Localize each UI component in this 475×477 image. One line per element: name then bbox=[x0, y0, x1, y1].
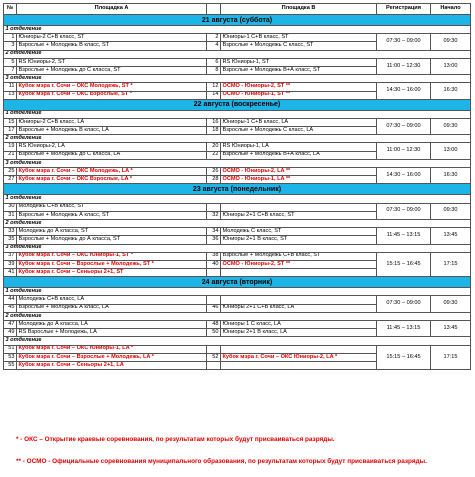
header-area-a: Площадка A bbox=[17, 4, 207, 15]
table-row bbox=[4, 34, 471, 42]
registration-time: 15:15 – 16:45 bbox=[377, 345, 431, 370]
event-a: Кубок мэра г. Сочи – Сеньоры 2+1, ST bbox=[17, 269, 207, 277]
event-number-a: 19 bbox=[4, 143, 17, 151]
event-number-a: 1 bbox=[4, 34, 17, 42]
event-number-b: 2 bbox=[207, 34, 221, 42]
table-row bbox=[4, 345, 471, 353]
event-number-b bbox=[207, 296, 221, 304]
event-a: RS Взрослые + Молодежь, LA bbox=[17, 329, 207, 337]
event-b: Юниоры 2+1 В класс, ST bbox=[221, 236, 377, 244]
section-label: 3 отделение bbox=[4, 159, 471, 167]
registration-time: 14:30 – 16:00 bbox=[377, 83, 431, 99]
event-number-a: 25 bbox=[4, 168, 17, 176]
table-row bbox=[4, 143, 471, 151]
event-b: ОСМО - Юниоры-2, LA ** bbox=[221, 168, 377, 176]
day-title: 21 августа (суббота) bbox=[4, 15, 471, 26]
event-number-b bbox=[207, 345, 221, 353]
table-row bbox=[4, 168, 471, 176]
event-b: RS Юниоры-1, ST bbox=[221, 58, 377, 66]
event-a: Взрослые + Молодежь В класс, ST bbox=[17, 42, 207, 50]
event-b: Взрослые + Молодежь В+А класс, LA bbox=[221, 151, 377, 159]
event-number-a: 55 bbox=[4, 361, 17, 369]
day-header-row bbox=[4, 15, 471, 26]
section-label: 2 отделение bbox=[4, 219, 471, 227]
table-row bbox=[4, 203, 471, 211]
registration-time: 14:30 – 16:00 bbox=[377, 168, 431, 184]
event-a: Взрослые + Молодежь до А класса, ST bbox=[17, 236, 207, 244]
event-number-a: 7 bbox=[4, 66, 17, 74]
footnote-oks: * - ОКС – Открытие краевые соревнования, по результатам которых будут присваиваться разряды. bbox=[16, 436, 335, 443]
event-number-a: 53 bbox=[4, 353, 17, 361]
event-b: Кубок мэра г. Сочи – ОКС Юниоры-2, LA * bbox=[221, 353, 377, 361]
start-time: 13:00 bbox=[431, 58, 471, 74]
registration-time: 11:45 – 13:15 bbox=[377, 321, 431, 337]
event-a: Молодежь до А класса, ST bbox=[17, 228, 207, 236]
event-number-b: 48 bbox=[207, 321, 221, 329]
start-time: 17:15 bbox=[431, 345, 471, 370]
section-row bbox=[4, 75, 471, 83]
header-num: № bbox=[4, 4, 17, 15]
event-b: Юниоры 1 С класс, LA bbox=[221, 321, 377, 329]
event-a: Юниоры-2 С+В класс, LA bbox=[17, 118, 207, 126]
event-number-b: 20 bbox=[207, 143, 221, 151]
event-number-a: 3 bbox=[4, 42, 17, 50]
day-header-row bbox=[4, 277, 471, 288]
section-label: 1 отделение bbox=[4, 195, 471, 203]
section-row bbox=[4, 159, 471, 167]
event-a: Кубок мэра г. Сочи – Взрослые + Молодежь, LA * bbox=[17, 353, 207, 361]
event-number-b bbox=[207, 361, 221, 369]
event-number-a: 41 bbox=[4, 269, 17, 277]
event-b: Юниоры 2+1 В класс, LA bbox=[221, 329, 377, 337]
day-header-row bbox=[4, 184, 471, 195]
section-row bbox=[4, 110, 471, 118]
event-number-a: 5 bbox=[4, 58, 17, 66]
event-b: Молодежь С класс, ST bbox=[221, 228, 377, 236]
start-time: 09:30 bbox=[431, 118, 471, 134]
event-b bbox=[221, 269, 377, 277]
event-number-a: 44 bbox=[4, 296, 17, 304]
event-a: Кубок мэра г. Сочи – Взрослые + Молодежь, ST * bbox=[17, 260, 207, 268]
start-time: 16:30 bbox=[431, 83, 471, 99]
event-b: Взрослые + Молодежь В+А класс, ST bbox=[221, 66, 377, 74]
header-num-b bbox=[207, 4, 221, 15]
event-number-a: 17 bbox=[4, 127, 17, 135]
registration-time: 11:45 – 13:15 bbox=[377, 228, 431, 244]
schedule-body bbox=[4, 4, 471, 370]
section-label: 2 отделение bbox=[4, 135, 471, 143]
registration-time: 07:30 – 09:00 bbox=[377, 118, 431, 134]
event-number-a: 45 bbox=[4, 304, 17, 312]
event-a: Взрослые + Молодежь А класс, LA bbox=[17, 304, 207, 312]
event-a: Взрослые + Молодежь А класс, ST bbox=[17, 211, 207, 219]
section-label: 3 отделение bbox=[4, 75, 471, 83]
section-row bbox=[4, 337, 471, 345]
event-a: Молодежь С+В класс, ST bbox=[17, 203, 207, 211]
event-number-a: 47 bbox=[4, 321, 17, 329]
section-label: 3 отделение bbox=[4, 244, 471, 252]
event-a: Кубок мэра г. Сочи – Сеньоры 2+1, LA bbox=[17, 361, 207, 369]
event-b: Юниоры-1 С+В класс, LA bbox=[221, 118, 377, 126]
event-b: ОСМО - Юниоры-1, LA ** bbox=[221, 176, 377, 184]
event-b: ОСМО - Юниоры-2, ST ** bbox=[221, 260, 377, 268]
event-number-a: 35 bbox=[4, 236, 17, 244]
event-b bbox=[221, 203, 377, 211]
section-row bbox=[4, 288, 471, 296]
table-row bbox=[4, 228, 471, 236]
header-area-b: Площадка B bbox=[221, 4, 377, 15]
day-header-row bbox=[4, 99, 471, 110]
event-number-a: 33 bbox=[4, 228, 17, 236]
section-label: 2 отделение bbox=[4, 312, 471, 320]
event-number-a: 15 bbox=[4, 118, 17, 126]
registration-time: 07:30 – 09:00 bbox=[377, 203, 431, 219]
event-number-a: 37 bbox=[4, 252, 17, 260]
event-a: Кубок мэра г. Сочи – ОКС Взрослые, LA * bbox=[17, 176, 207, 184]
registration-time: 11:00 – 12:30 bbox=[377, 58, 431, 74]
event-number-a: 49 bbox=[4, 329, 17, 337]
section-row bbox=[4, 219, 471, 227]
event-number-b: 12 bbox=[207, 83, 221, 91]
event-b: Юниоры 2+1 С+В класс, ST bbox=[221, 211, 377, 219]
event-number-a: 30 bbox=[4, 203, 17, 211]
header-registration: Регистрация bbox=[377, 4, 431, 15]
start-time: 13:45 bbox=[431, 228, 471, 244]
schedule-table bbox=[3, 3, 471, 370]
table-row bbox=[4, 83, 471, 91]
event-number-a: 27 bbox=[4, 176, 17, 184]
table-header-row bbox=[4, 4, 471, 15]
event-b: Взрослые + Молодежь С класс, LA bbox=[221, 127, 377, 135]
event-number-b: 14 bbox=[207, 91, 221, 99]
registration-time: 15:15 – 16:45 bbox=[377, 252, 431, 277]
start-time: 13:45 bbox=[431, 321, 471, 337]
event-number-b: 46 bbox=[207, 304, 221, 312]
event-number-a: 21 bbox=[4, 151, 17, 159]
event-a: RS Юниоры-2, LA bbox=[17, 143, 207, 151]
event-a: Молодежь до А класса, LA bbox=[17, 321, 207, 329]
registration-time: 07:30 – 09:00 bbox=[377, 296, 431, 312]
event-b: ОСМО - Юниоры-2, ST ** bbox=[221, 83, 377, 91]
event-number-b bbox=[207, 269, 221, 277]
event-b: Взрослые + Молодежь С класс, ST bbox=[221, 42, 377, 50]
footnote-osmo: ** - ОСМО - Официальные соревнования муниципального образования, по результатам которых будут присваиваться разряды. bbox=[16, 458, 427, 465]
day-title: 24 августа (вторник) bbox=[4, 277, 471, 288]
event-b bbox=[221, 296, 377, 304]
event-a: Молодежь С+В класс, LA bbox=[17, 296, 207, 304]
table-row bbox=[4, 58, 471, 66]
section-label: 1 отделение bbox=[4, 110, 471, 118]
start-time: 13:00 bbox=[431, 143, 471, 159]
event-number-b: 50 bbox=[207, 329, 221, 337]
event-a: Взрослые + Молодежь В класс, LA bbox=[17, 127, 207, 135]
start-time: 09:30 bbox=[431, 34, 471, 50]
event-a: Взрослые + Молодежь до С класса, LA bbox=[17, 151, 207, 159]
event-a: Взрослые + Молодежь до С класса, ST bbox=[17, 66, 207, 74]
section-row bbox=[4, 26, 471, 34]
event-a: Кубок мэра г. Сочи – ОКС Молодежь, ST * bbox=[17, 83, 207, 91]
day-title: 22 августа (воскресенье) bbox=[4, 99, 471, 110]
start-time: 16:30 bbox=[431, 168, 471, 184]
event-number-a: 13 bbox=[4, 91, 17, 99]
event-number-a: 11 bbox=[4, 83, 17, 91]
section-row bbox=[4, 312, 471, 320]
event-number-b: 38 bbox=[207, 252, 221, 260]
section-row bbox=[4, 50, 471, 58]
event-number-b: 34 bbox=[207, 228, 221, 236]
registration-time: 07:30 – 09:00 bbox=[377, 34, 431, 50]
event-number-a: 31 bbox=[4, 211, 17, 219]
event-number-b: 36 bbox=[207, 236, 221, 244]
event-number-b: 28 bbox=[207, 176, 221, 184]
event-a: RS Юниоры-2, ST bbox=[17, 58, 207, 66]
event-number-b: 16 bbox=[207, 118, 221, 126]
section-row bbox=[4, 195, 471, 203]
event-number-b: 32 bbox=[207, 211, 221, 219]
start-time: 17:15 bbox=[431, 252, 471, 277]
table-row bbox=[4, 118, 471, 126]
event-number-b: 26 bbox=[207, 168, 221, 176]
event-a: Кубок мэра г. Сочи – ОКС Юниоры-1, LA * bbox=[17, 345, 207, 353]
table-row bbox=[4, 321, 471, 329]
section-label: 2 отделение bbox=[4, 50, 471, 58]
event-number-b: 18 bbox=[207, 127, 221, 135]
start-time: 09:30 bbox=[431, 296, 471, 312]
event-a: Кубок мэра г. Сочи – ОКС Молодежь, LA * bbox=[17, 168, 207, 176]
event-number-b: 52 bbox=[207, 353, 221, 361]
event-number-b: 40 bbox=[207, 260, 221, 268]
table-row bbox=[4, 252, 471, 260]
event-number-a: 51 bbox=[4, 345, 17, 353]
table-row bbox=[4, 296, 471, 304]
event-a: Кубок мэра г. Сочи – ОКС Юниоры-1, ST * bbox=[17, 252, 207, 260]
event-number-b: 6 bbox=[207, 58, 221, 66]
event-number-a: 39 bbox=[4, 260, 17, 268]
event-b: Юниоры 2+1 С+В класс, LA bbox=[221, 304, 377, 312]
day-title: 23 августа (понедельник) bbox=[4, 184, 471, 195]
start-time: 09:30 bbox=[431, 203, 471, 219]
section-label: 1 отделение bbox=[4, 288, 471, 296]
section-row bbox=[4, 244, 471, 252]
event-number-b: 8 bbox=[207, 66, 221, 74]
event-b: RS Юниоры-1, LA bbox=[221, 143, 377, 151]
event-b: Взрослые + Молодежь С+В класс, ST bbox=[221, 252, 377, 260]
event-b: ОСМО - Юниоры-1, ST ** bbox=[221, 91, 377, 99]
section-row bbox=[4, 135, 471, 143]
registration-time: 11:00 – 12:30 bbox=[377, 143, 431, 159]
event-number-b bbox=[207, 203, 221, 211]
event-b bbox=[221, 345, 377, 353]
section-label: 1 отделение bbox=[4, 26, 471, 34]
header-start: Начало bbox=[431, 4, 471, 15]
event-number-b: 4 bbox=[207, 42, 221, 50]
event-number-b: 22 bbox=[207, 151, 221, 159]
event-b bbox=[221, 361, 377, 369]
event-a: Юниоры-2 С+В класс, ST bbox=[17, 34, 207, 42]
event-b: Юниоры-1 С+В класс, ST bbox=[221, 34, 377, 42]
section-label: 3 отделение bbox=[4, 337, 471, 345]
event-a: Кубок мэра г. Сочи – ОКС Взрослые, ST * bbox=[17, 91, 207, 99]
